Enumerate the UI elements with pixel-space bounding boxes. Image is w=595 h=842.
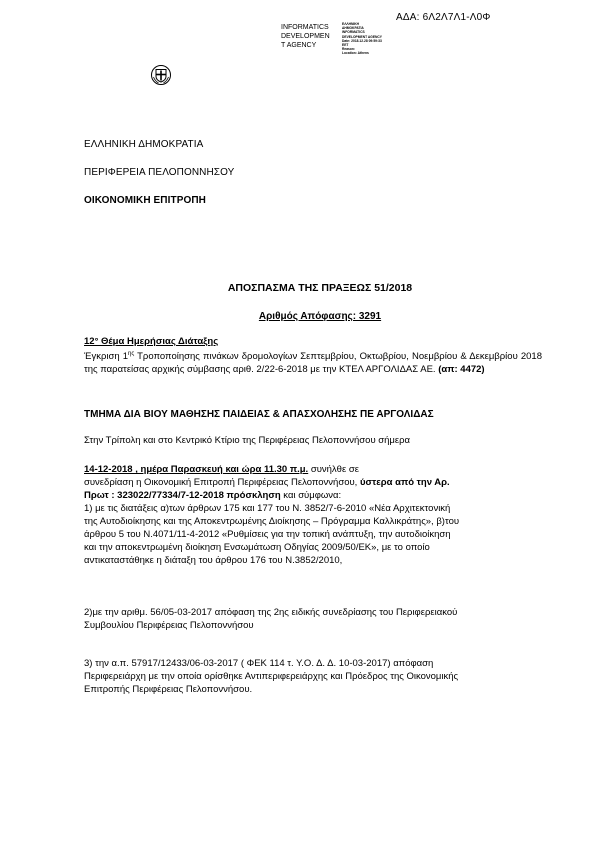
meeting-block [84,463,542,567]
ada-code: ΑΔΑ: 6Λ2Λ7Λ1-Λ0Φ [396,12,491,23]
item2-line2: Συμβουλίου Περιφέρειας Πελοποννήσου [84,620,254,631]
item2-line1: 2)με την αριθμ. 56/05-03-2017 απόφαση της 2ης ειδικής συνεδρίασης του Περιφερειακού [84,607,458,618]
item1-line2: της Αυτοδιοίκησης και της Αποκεντρωμένης Διοίκησης – Πρόγραμμα Καλλικράτης», β)του [84,516,460,527]
org-committee: ΟΙΚΟΝΟΜΙΚΗ ΕΠΙΤΡΟΠΗ [84,195,206,206]
item3-line1: 3) την α.π. 57917/12433/06-03-2017 ( ΦΕΚ 114 τ. Υ.Ο. Δ. Δ. 10-03-2017) απόφαση [84,658,434,669]
decision-number: Αριθμός Απόφασης: 3291 [258,311,382,322]
department: ΤΜΗΜΑ ΔΙΑ ΒΙΟΥ ΜΑΘΗΣΗΣ ΠΑΙΔΕΙΑΣ & ΑΠΑΣΧΟΛΗΣΗΣ ΠΕ ΑΡΓΟΛΙΔΑΣ [84,409,434,420]
item1-line5: αντικαταστάθηκε η διάταξη του άρθρου 176 του Ν.3852/2010, [84,555,343,566]
item3-line3: Επιτροπής Περιφέρειας Πελοποννήσου. [84,684,253,695]
item1-line1: 1) με τις διατάξεις α)των άρθρων 175 και 177 του Ν. 3852/7-6-2010 «Νέα Αρχιτεκτονική [84,503,451,514]
org-republic: ΕΛΛΗΝΙΚΗ ΔΗΜΟΚΡΑΤΙΑ [84,139,204,150]
subject-text-a: Έγκριση 1 [84,351,128,363]
meeting-line2b: ύστερα από την Αρ. [359,477,450,488]
subject-block [84,335,542,376]
meeting-line2a: συνεδρίαση η Οικονομική Επιτροπή Περιφέρειας Πελοποννήσου, [84,477,360,488]
subject-reference: (απ: 4472) [438,364,485,376]
org-region: ΠΕΡΙΦΕΡΕΙΑ ΠΕΛΟΠΟΝΝΗΣΟΥ [84,167,235,178]
meeting-line3a: Πρωτ : 323022/77334/7-12-2018 πρόσκληση [84,490,281,501]
meeting-after-date: συνήλθε σε [308,464,359,475]
item3-line2: Περιφερειάρχη με την οποία ορίσθηκε Αντιπεριφερειάρχης και Πρόεδρος της Οικονομικής [84,671,459,682]
document-title: ΑΠΟΣΠΑΣΜΑ ΤΗΣ ΠΡΑΞΕΩΣ 51/2018 [227,282,413,294]
item3-block [84,657,542,696]
greek-coat-of-arms-icon [150,64,172,86]
signature-details: ΕΛΛΗΝΙΚΗ ΔΗΜΟΚΡΑΤΙΑ INFORMATICS DEVELOPMENT AGENCY Date: 2018.12.28 09:59:33 EET Reason: Location: Athens [342,22,382,56]
item1-line3: άρθρου 5 του Ν.4071/11-4-2012 «Ρυθμίσεις για την τοπική ανάπτυξη, την αυτοδιοίκηση [84,529,451,540]
subject-text-b: Τροποποίησης πινάκων δρομολογίων Σεπτεμβρίου, Οκτωβρίου, Νοεμβρίου & Δεκεμβρίου 2018 της παρατείσας αρχικής σύμβασης αριθ. 2/22-6-2018 με την ΚΤΕΛ ΑΡΓΟΛΙΔΑΣ ΑΕ. [84,351,542,376]
subject-heading: 12° Θέμα Ημερήσιας Διάταξης [84,336,219,347]
item1-line4: και την αποκεντρωμένη διοίκηση Ενσωμάτωση Οδηγίας 2009/50/ΕΚ», με το οποίο [84,542,430,553]
item2-block [84,606,542,632]
meeting-date: 14-12-2018 , ημέρα Παρασκευή και ώρα 11.30 π.μ. [84,464,309,475]
signature-agency-en: INFORMATICS DEVELOPMEN T AGENCY [281,24,330,49]
subject-superscript: ης [127,351,135,357]
location-line: Στην Τρίπολη και στο Κεντρικό Κτίριο της Περιφέρειας Πελοποννήσου σήμερα [84,435,411,446]
meeting-line3b: και σύμφωνα: [280,490,342,501]
